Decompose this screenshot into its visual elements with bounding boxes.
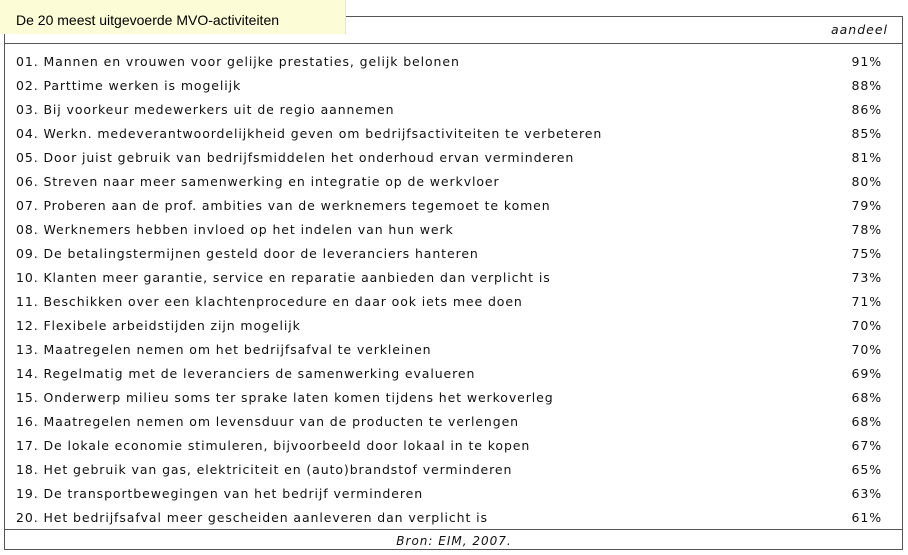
table-row [16,74,886,98]
table-row [16,146,886,170]
row-value: 63% [851,486,882,501]
page-title: De 20 meest uitgevoerde MVO-activiteiten [16,12,280,28]
row-label: 17. De lokale economie stimuleren, bijvoorbeeld door lokaal in te kopen [16,438,531,453]
row-label: 03. Bij voorkeur medewerkers uit de regio aannemen [16,102,395,117]
row-value: 67% [851,438,882,453]
row-value: 70% [851,342,882,357]
row-value: 71% [851,294,882,309]
row-label: 18. Het gebruik van gas, elektriciteit en (auto)brandstof verminderen [16,462,513,477]
row-label: 15. Onderwerp milieu soms ter sprake laten komen tijdens het werkoverleg [16,390,554,405]
table-row [16,242,886,266]
table-row [16,98,886,122]
row-value: 65% [851,462,882,477]
row-label: 05. Door juist gebruik van bedrijfsmiddelen het onderhoud ervan verminderen [16,150,575,165]
row-value: 70% [851,318,882,333]
table-row [16,218,886,242]
row-label: 11. Beschikken over een klachtenprocedure en daar ook iets mee doen [16,294,523,309]
row-label: 07. Proberen aan de prof. ambities van de werknemers tegemoet te komen [16,198,551,213]
table-row [16,482,886,506]
table-row [16,314,886,338]
table-row [16,266,886,290]
row-value: 69% [851,366,882,381]
table-row [16,458,886,482]
activity-list [16,50,886,530]
row-value: 88% [851,78,882,93]
table-row [16,290,886,314]
row-label: 14. Regelmatig met de leveranciers de samenwerking evalueren [16,366,476,381]
table-row [16,50,886,74]
row-label: 01. Mannen en vrouwen voor gelijke prestaties, gelijk belonen [16,54,460,69]
row-value: 86% [851,102,882,117]
row-label: 12. Flexibele arbeidstijden zijn mogelijk [16,318,301,333]
row-label: 06. Streven naar meer samenwerking en integratie op de werkvloer [16,174,500,189]
table-row [16,410,886,434]
table-row [16,362,886,386]
row-value: 68% [851,390,882,405]
table-row [16,386,886,410]
row-label: 10. Klanten meer garantie, service en reparatie aanbieden dan verplicht is [16,270,551,285]
row-label: 20. Het bedrijfsafval meer gescheiden aanleveren dan verplicht is [16,510,488,525]
row-value: 79% [851,198,882,213]
table-row [16,194,886,218]
footer-divider [5,529,902,530]
table-row [16,122,886,146]
source-note: Bron: EIM, 2007. [396,534,512,548]
row-value: 91% [851,54,882,69]
table-row [16,434,886,458]
row-value: 68% [851,414,882,429]
row-value: 75% [851,246,882,261]
table-row [16,506,886,530]
column-header-aandeel: aandeel [830,22,888,37]
row-label: 09. De betalingstermijnen gesteld door de leveranciers hanteren [16,246,479,261]
row-label: 08. Werknemers hebben invloed op het indelen van hun werk [16,222,454,237]
row-value: 80% [851,174,882,189]
row-label: 02. Parttime werken is mogelijk [16,78,242,93]
row-value: 61% [851,510,882,525]
table-row [16,170,886,194]
row-label: 19. De transportbewegingen van het bedrijf verminderen [16,486,424,501]
row-value: 81% [851,150,882,165]
row-label: 04. Werkn. medeverantwoordelijkheid geven om bedrijfsactiviteiten te verbeteren [16,126,603,141]
row-value: 85% [851,126,882,141]
row-label: 13. Maatregelen nemen om het bedrijfsafval te verkleinen [16,342,432,357]
row-value: 73% [851,270,882,285]
title-box [0,0,346,34]
table-row [16,338,886,362]
row-value: 78% [851,222,882,237]
header-divider [5,43,902,44]
row-label: 16. Maatregelen nemen om levensduur van de producten te verlengen [16,414,519,429]
